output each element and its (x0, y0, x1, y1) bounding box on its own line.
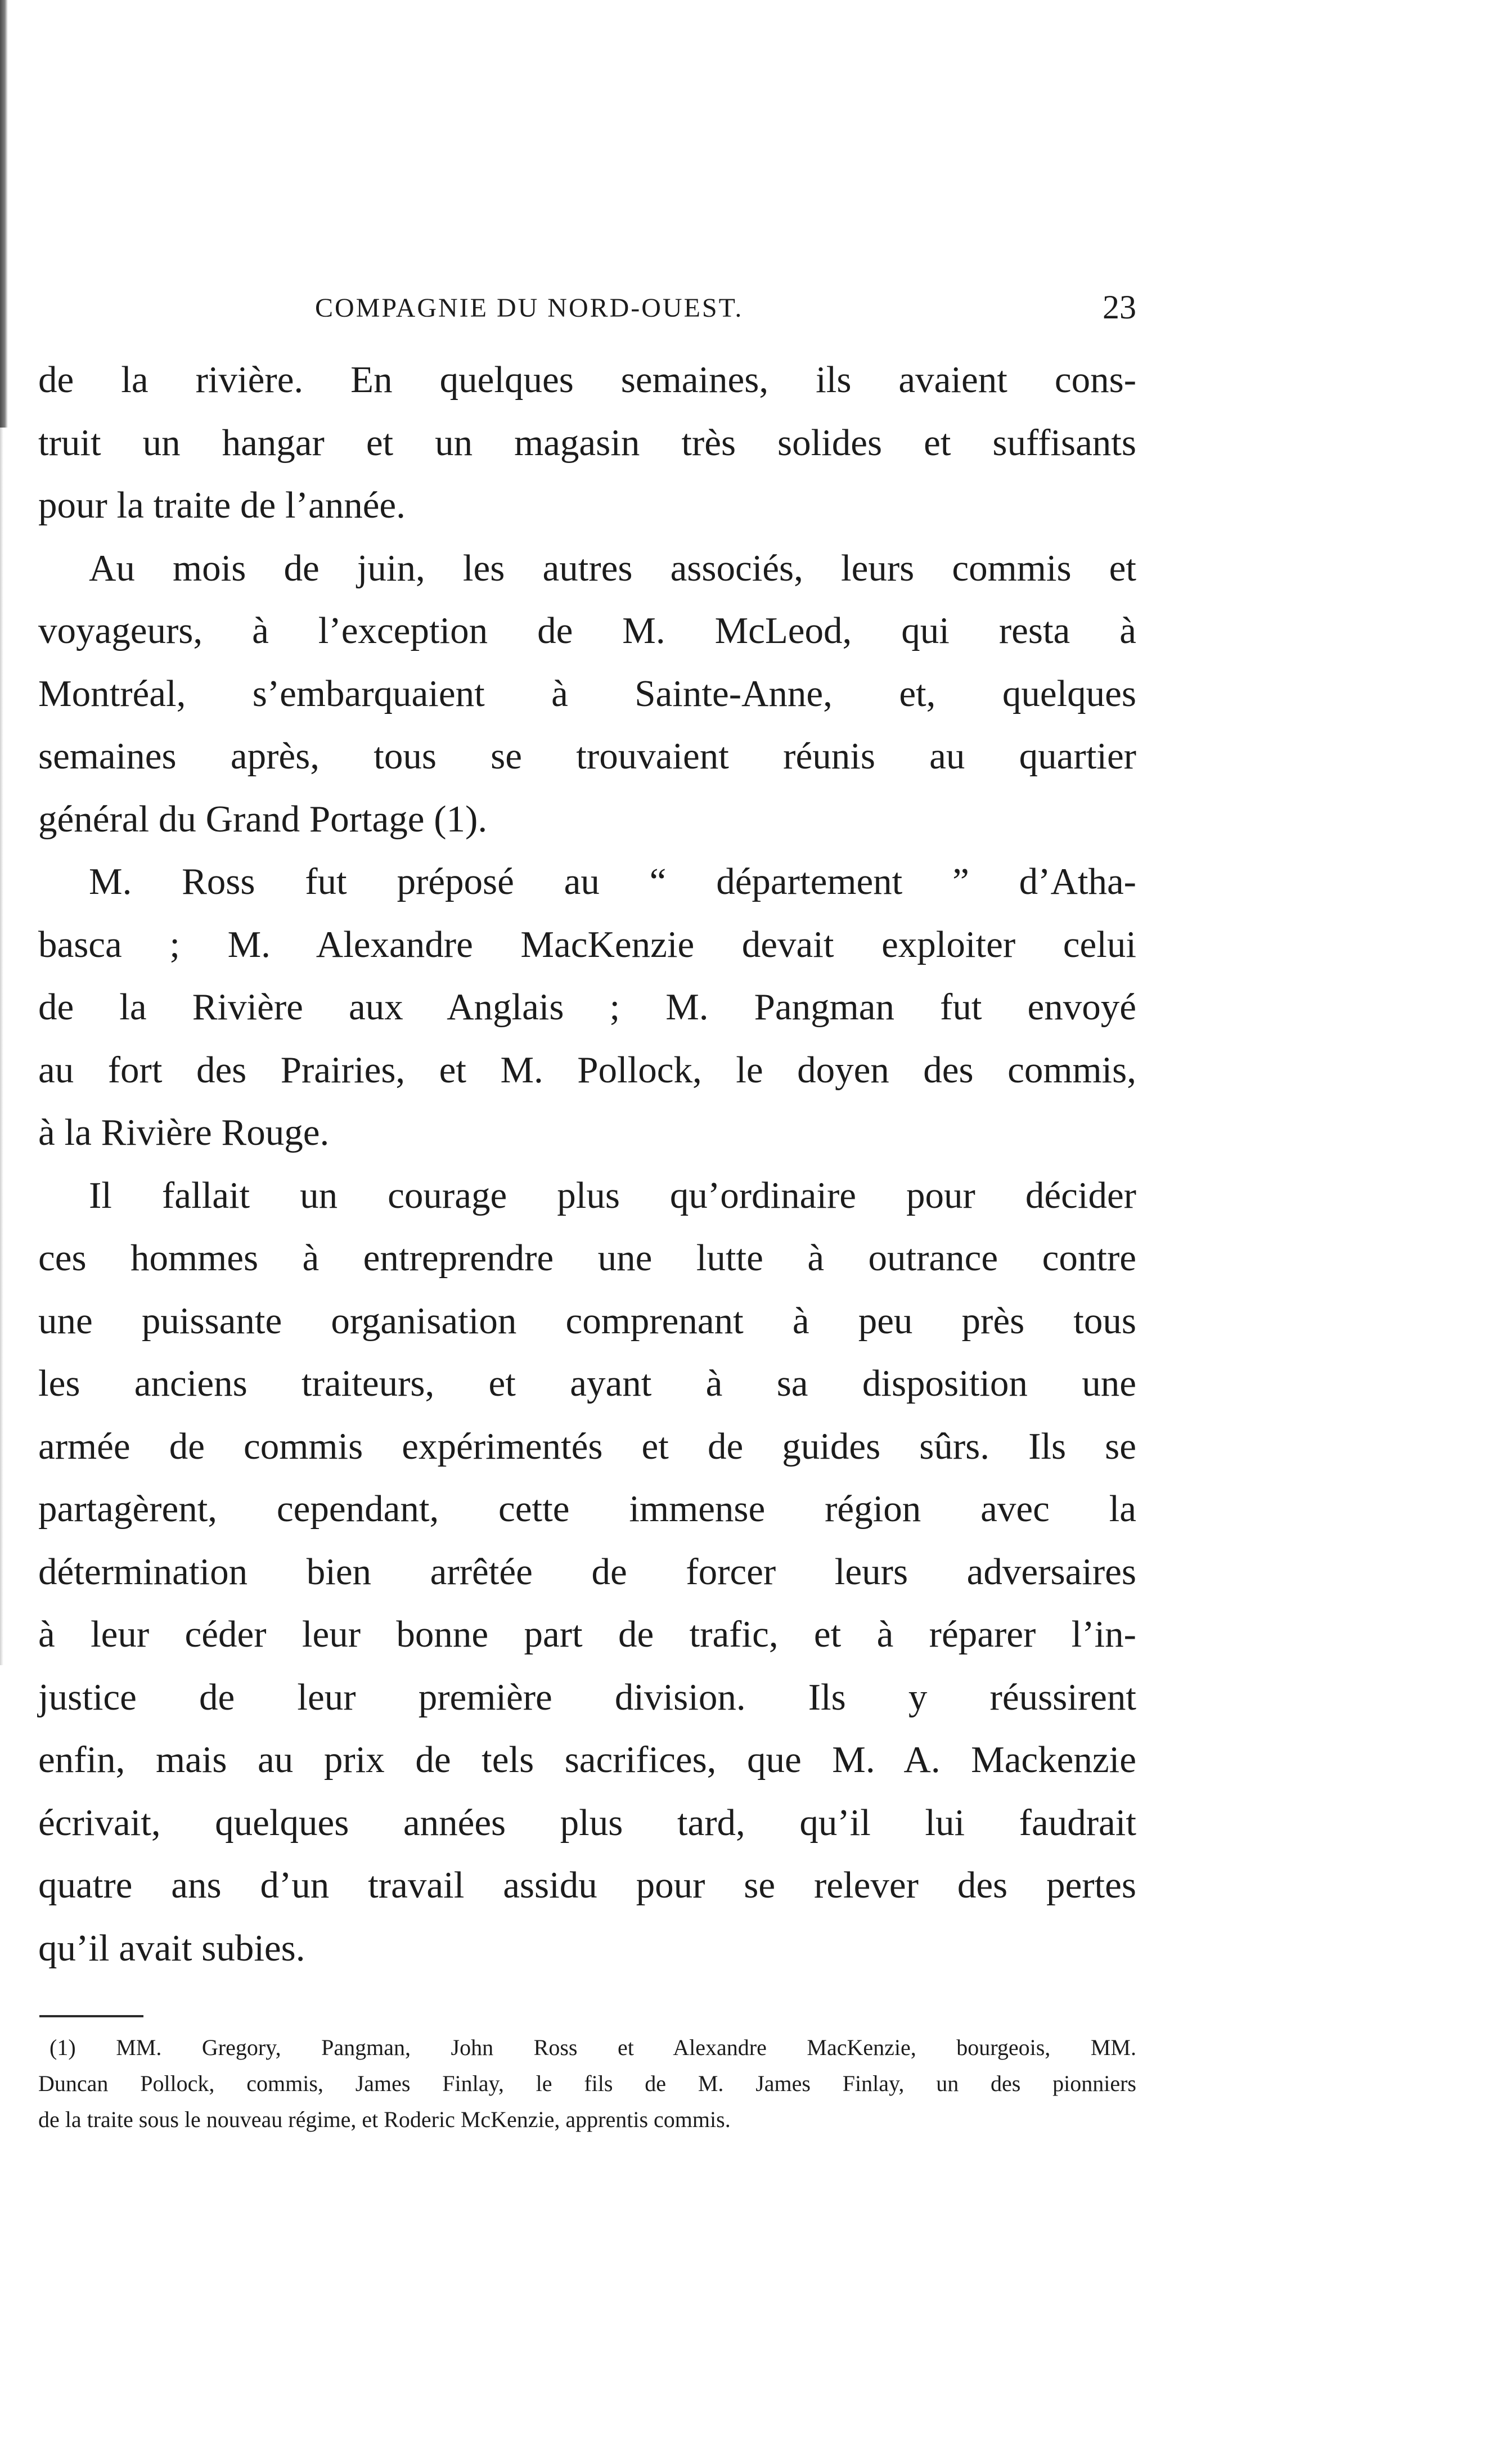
page-number: 23 (1103, 289, 1136, 326)
text-line: quatre ans d’un travail assidu pour se relever des pertes (38, 1864, 1136, 1906)
page-header (315, 287, 1136, 338)
text-line: justice de leur première division. Ils y réussirent (38, 1676, 1136, 1718)
text-line: une puissante organisation comprenant à peu près tous (38, 1300, 1136, 1342)
running-head: COMPAGNIE DU NORD-OUEST. (315, 293, 744, 323)
text-line: partagèrent, cependant, cette immense région avec la (38, 1488, 1136, 1530)
text-line: les anciens traiteurs, et ayant à sa disposition une (38, 1363, 1136, 1404)
binding-edge-shadow-lower (0, 428, 3, 1665)
text-line: voyageurs, à l’exception de M. McLeod, qui resta à (38, 610, 1136, 651)
text-line: pour la traite de l’année. (38, 484, 406, 526)
text-line: semaines après, tous se trouvaient réunis au quartier (38, 735, 1136, 777)
text-line: détermination bien arrêtée de forcer leurs adversaires (38, 1550, 1136, 1593)
body-text (38, 349, 1136, 1980)
text-line: truit un hangar et un magasin très solides et suffisants (38, 421, 1136, 464)
text-line: à leur céder leur bonne part de trafic, et à réparer l’in- (38, 1613, 1136, 1655)
text-line: armée de commis expérimentés et de guides sûrs. Ils se (38, 1425, 1136, 1467)
binding-edge-shadow (0, 0, 8, 428)
text-line: enfin, mais au prix de tels sacrifices, que M. A. Mackenzie (38, 1739, 1136, 1780)
text-line: de la rivière. En quelques semaines, ils avaient cons- (38, 359, 1136, 401)
text-line: ces hommes à entreprendre une lutte à outrance contre (38, 1237, 1136, 1279)
text-line: Montréal, s’embarquaient à Sainte-Anne, et, quelques (38, 672, 1136, 714)
text-line: général du Grand Portage (1). (38, 798, 488, 840)
text-line: Au mois de juin, les autres associés, leurs commis et (89, 547, 1136, 589)
text-line: qu’il avait subies. (38, 1927, 305, 1969)
footnote-line: Duncan Pollock, commis, James Finlay, le fils de M. James Finlay, un des pionniers (38, 2071, 1136, 2096)
text-line: basca ; M. Alexandre MacKenzie devait exploiter celui (38, 923, 1136, 965)
text-line: au fort des Prairies, et M. Pollock, le doyen des commis, (38, 1049, 1136, 1091)
text-line: de la Rivière aux Anglais ; M. Pangman fut envoyé (38, 986, 1136, 1028)
footnote-divider (39, 2015, 143, 2017)
text-line: à la Rivière Rouge. (38, 1112, 330, 1153)
footnote-line: (1) MM. Gregory, Pangman, John Ross et Alexandre MacKenzie, bourgeois, MM. (50, 2035, 1136, 2060)
footnote-line: de la traite sous le nouveau régime, et Roderic McKenzie, apprentis commis. (38, 2107, 731, 2132)
text-line: Il fallait un courage plus qu’ordinaire pour décider (89, 1174, 1136, 1216)
text-line: M. Ross fut préposé au “ département ” d’Atha- (89, 861, 1136, 902)
text-line: écrivait, quelques années plus tard, qu’il lui faudrait (38, 1801, 1136, 1843)
footnotes (38, 2030, 1136, 2138)
